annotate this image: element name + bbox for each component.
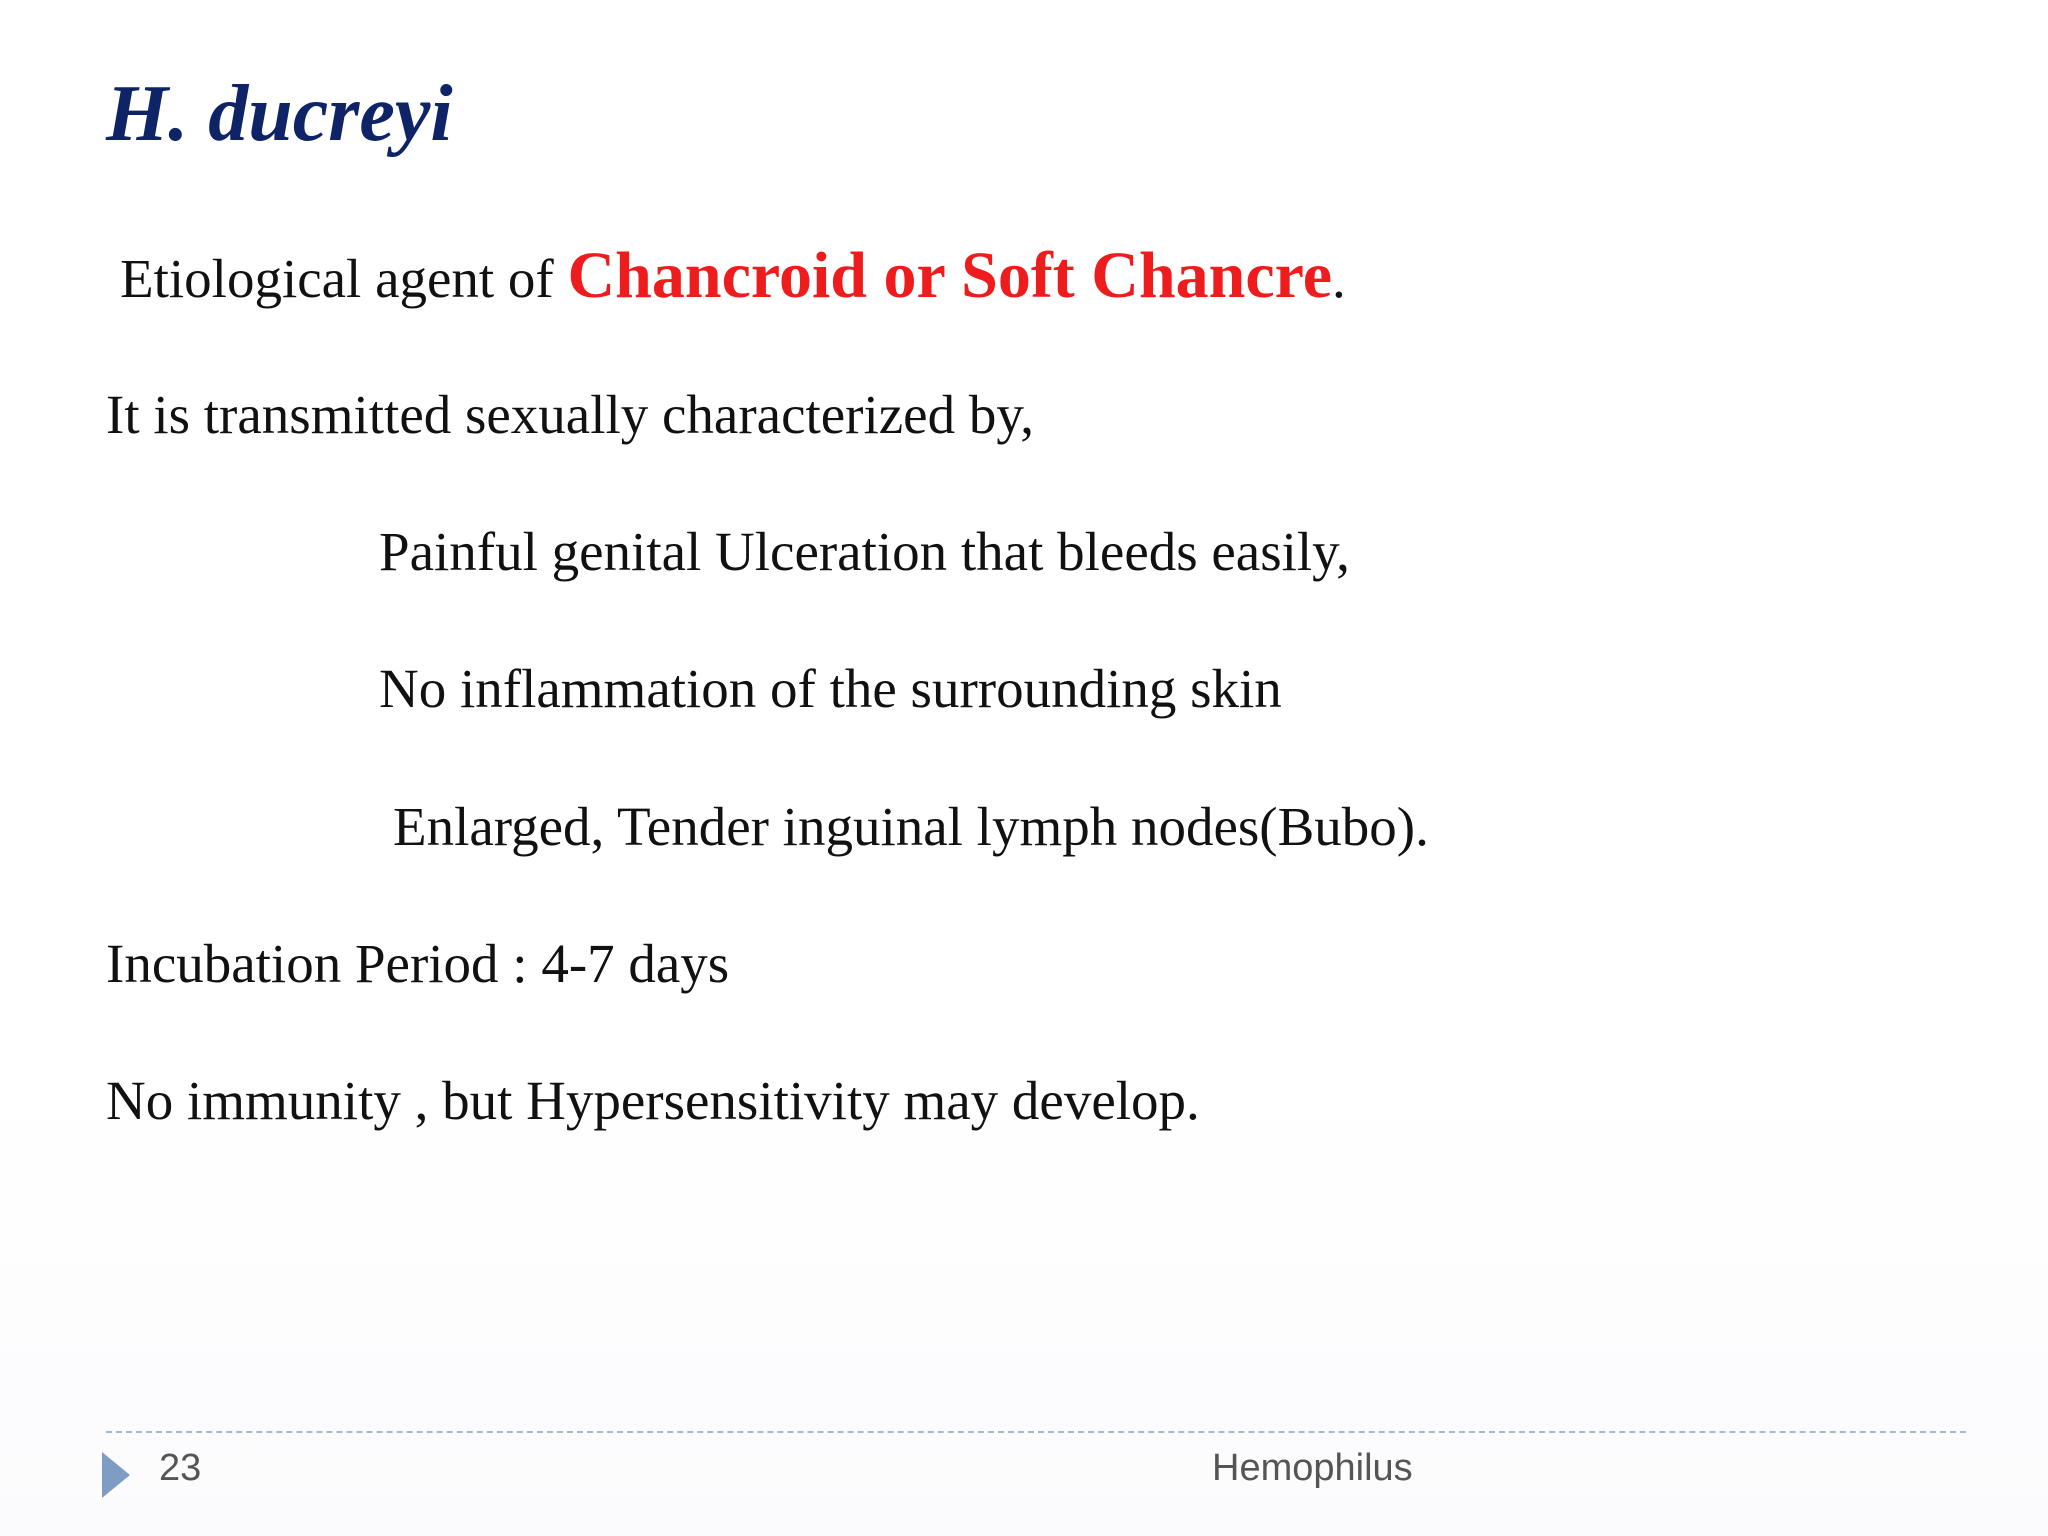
etiology-suffix: . bbox=[1332, 248, 1346, 309]
incubation-line: Incubation Period : 4-7 days bbox=[106, 933, 730, 994]
page-number: 23 bbox=[159, 1447, 202, 1489]
immunity-line: No immunity , but Hypersensitivity may develop. bbox=[106, 1070, 1200, 1131]
footer-section-title: Hemophilus bbox=[1212, 1447, 1413, 1489]
transmission-line: It is transmitted sexually characterized by, bbox=[106, 384, 1035, 445]
symptom-item: Enlarged, Tender inguinal lymph nodes(Bubo). bbox=[393, 796, 1429, 857]
triangle-right-icon bbox=[102, 1452, 130, 1498]
etiology-line bbox=[120, 236, 1346, 315]
symptom-item: Painful genital Ulceration that bleeds easily, bbox=[379, 521, 1350, 582]
footer-divider bbox=[106, 1431, 1966, 1433]
disease-name: Chancroid or Soft Chancre bbox=[567, 239, 1333, 312]
slide-title: H. ducreyi bbox=[106, 70, 453, 158]
symptom-item: No inflammation of the surrounding skin bbox=[379, 658, 1282, 719]
etiology-prefix: Etiological agent of bbox=[120, 248, 568, 309]
